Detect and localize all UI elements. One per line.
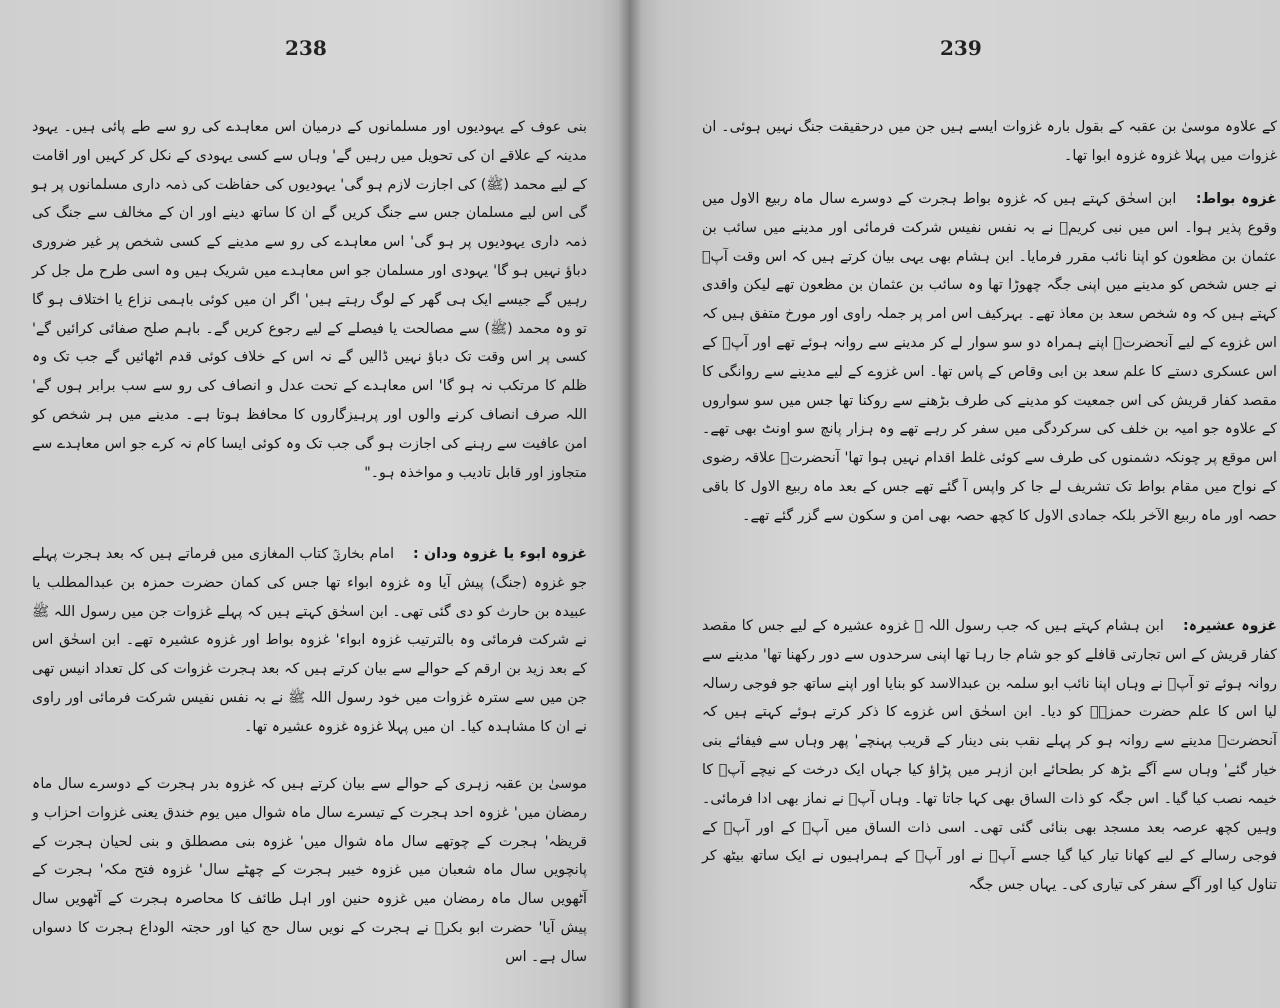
section-body [32,540,587,742]
paragraph-musa-bin-uqba [32,770,587,972]
paragraph-text: بنی عوف کے یہودیوں اور مسلمانوں کے درمیان اس معاہدے کی رو سے طے پائی ہیں۔ یہود مدینہ کے علاقے ان کی تحویل میں رہیں گے' وہاں سے کسی یہودی کے نکل کر کہیں اور اقامت کے لیے محمد (ﷺ) کی اجازت لازم ہو گی' یہودیوں کی حفاظت کی ذمہ داری مسلمانوں پر ہو گی اس لیے مسلمان جس سے جنگ کریں گے ان کا ساتھ دینے اور ان کے مخالف سے جنگ کی ذمہ داری یہودیوں پر ہو گی' اس معاہدے کی رو سے مدینے کے کسی شخص پر غیر ضروری دباؤ نہیں ہو گا' یہودی اور مسلمان جو اس معاہدے میں شریک ہیں وہ اسی طرح مل جل کر رہیں گے جیسے ایک ہی گھر کے لوگ رہتے ہیں' اگر ان میں کوئی باہمی نزاع یا اختلاف ہو گا تو وہ محمد (ﷺ) سے مصالحت یا فیصلے کے لیے رجوع کریں گے۔ باہم صلح صفائی کرائیں گے' کسی پر اس وقت تک دباؤ نہیں ڈالیں گے نہ اس کے خلاف کوئی قدم اٹھائیں گے جب تک وہ ظلم کا مرتکب نہ ہو گا' اس معاہدے کے تحت عدل و انصاف کی رو سے سب برابر ہوں گے' اللہ صرف انصاف کرنے والوں اور پرہیزگاروں کا محافظ ہوتا ہے۔ مدینے میں ہر شخص کو امن عافیت سے رہنے کی اجازت ہو گی جب تک وہ کوئی ایسا کام نہ کرے جو اس معاہدے سے متجاوز اور قابل تادیب و مواخذہ ہو۔" [32,119,587,481]
section-ghazwa-abwa [32,540,587,742]
paragraph-treaty [32,113,587,487]
right-page [630,0,1280,1008]
left-page [0,0,630,1008]
section-ghazwa-buwat [702,185,1277,531]
book-gutter-shadow [618,0,642,1008]
section-body [702,612,1277,900]
page-number: 238 [285,36,327,60]
paragraph-text: کے علاوہ موسیٰ بن عقبہ کے بقول بارہ غزوات ایسے ہیں جن میں درحقیقت جنگ نہیں ہوئی۔ ان غزوات میں پہلا غزوہ غزوہ ابوا تھا۔ [702,119,1277,164]
section-text: ابن اسحٰق کہتے ہیں کہ غزوہ بواط ہجرت کے دوسرے سال ماہ ربیع الاول میں وقوع پذیر ہوا۔ اس میں نبی کریمؐ نے بہ نفس نفیس شرکت فرمائی اور مدینے میں سائب بن عثمان بن مظعون کو اپنا نائب مقرر فرمایا۔ ابن ہشام بھی یہی بیان کرتے ہیں کہ اس وقت آپؐ نے جس شخص کو مدینے میں اپنی جگہ چھوڑا تھا وہ سائب بن عثمان بن مظعون تھے لیکن واقدی کہتے ہیں کہ وہ شخص سعد بن معاذ تھے۔ بہرکیف اس امر پر جملہ راوی اور مورخ متفق ہیں کہ اس غزوے کے لیے آنحضرتؐ اپنے ہمراہ دو سو سوار لے کر مدینے سے روانہ ہوئے تھے اور آپؐ کے اس عسکری دستے کا علم سعد بن ابی وقاص کے پاس تھا۔ اس غزوے کے لیے مدینے سے روانگی کا مقصد کفار قریش کی اس جمعیت کو مدینے کی طرف بڑھنے سے روکنا تھا جس میں سو سواروں کے علاوہ جو امیہ بن خلف کی سرکردگی میں سفر کر رہے تھے وہ ہزار پانچ سو اونٹ بھی تھے۔ اس موقع پر چونکہ دشمنوں کی طرف سے کوئی غلط اقدام نہیں ہوا تھا' آنحضرتؐ علاقہ رضوی کے نواح میں مقام بواط تک تشریف لے جا کر واپس آ گئے تھے جس کے بعد ماہ ربیع الاول کا باقی حصہ اور ماہ ربیع الآخر بلکہ جمادی الاول کا کچھ حصہ بھی امن و سکون سے گزر گئے تھے۔ [702,191,1277,524]
paragraph-continuation [702,113,1277,171]
page-number: 239 [940,36,982,60]
paragraph-text: موسیٰ بن عقبہ زہری کے حوالے سے بیان کرتے ہیں کہ غزوہ بدر ہجرت کے دوسرے سال ماہ رمضان میں' غزوہ احد ہجرت کے تیسرے سال ماہ شوال میں یوم خندق یعنی غزوات احزاب و قریظہ' ہجرت کے چوتھے سال ماہ شوال میں' غزوہ بنی مصطلق و بنی لحیان ہجرت کے پانچویں سال ماہ شعبان میں غزوہ خیبر ہجرت کے چھٹے سال' غزوہ فتح مکہ' ہجرت کے آٹھویں سال ماہ رمضان میں غزوہ حنین اور اہل طائف کا محاصرہ ہجرت کے آٹھویں سال پیش آیا' حضرت ابو بکرؓ نے ہجرت کے نویں سال حج کیا اور حجتہ الوداع ہجرت کا دسواں سال ہے۔ اس [32,776,587,965]
section-ghazwa-ushairah [702,612,1277,900]
section-heading: غزوہ ابوء یا غزوہ ودان : [412,546,587,562]
section-body [702,185,1277,531]
section-heading: غزوہ بواط: [1195,191,1277,207]
section-heading: غزوہ عشیرہ: [1183,618,1278,634]
section-text: ابن ہشام کہتے ہیں کہ جب رسول اللہ ﷺ غزوہ عشیرہ کے لیے جس کا مقصد کفار قریش کے اس تجارتی قافلے کو جو شام جا رہا تھا اپنی سرحدوں سے دور رکھنا تھا' مدینے سے روانہ ہوئے تو آپؐ نے وہاں اپنا نائب ابو سلمہ بن عبدالاسد کو بنایا اور اپنے ساتھ جو فوجی رسالہ لیا اس کا علم حضرت حمزہؓ کو دیا۔ ابن اسحٰق اس غزوے کا ذکر کرتے ہوئے کہتے ہیں کہ آنحضرتؐ مدینے سے روانہ ہو کر پہلے نقب بنی دینار کے قریب پہنچے' پھر وہاں سے فیفائے بنی خیار گئے' وہاں سے آگے بڑھ کر بطحائے ابن ازہر میں پڑاؤ کیا جہاں ایک درخت کے نیچے آپؐ کا خیمہ نصب کیا گیا۔ اس جگہ کو ذات الساق بھی کہا جاتا تھا۔ وہاں آپؐ نے نماز بھی ادا فرمائی۔ وہیں کچھ عرصہ بعد مسجد بھی بنائی گئی تھی۔ اسی ذات الساق میں آپؐ کے اور آپؐ کے فوجی رسالے کے لیے کھانا تیار کیا گیا جسے آپؐ نے اور آپؐ کے ہمراہیوں نے ایک ساتھ بیٹھ کر تناول کیا اور آگے سفر کی تیاری کی۔ یہاں جس جگہ [702,618,1277,894]
section-text: امام بخاریؒ کتاب المغازی میں فرماتے ہیں کہ بعد ہجرت پہلے جو غزوہ (جنگ) پیش آیا وہ غزوہ ابواء تھا جس کی کمان حضرت حمزہ بن عبدالمطلب یا عبیدہ بن حارث کو دی گئی تھی۔ ابن اسحٰق کہتے ہیں کہ پہلے غزوات جن میں رسول اللہ ﷺ نے شرکت فرمائی وہ بالترتیب غزوہ ابواء' غزوہ بواط اور غزوہ عشیرہ تھے۔ ابن اسحٰق اس کے بعد زید بن ارقم کے حوالے سے بیان کرتے ہیں کہ بعد ہجرت غزوات کی کل تعداد انیس تھی جن میں سے سترہ غزوات میں خود رسول اللہ ﷺ نے بہ نفس نفیس شرکت فرمائی اور راوی نے ان کا مشاہدہ کیا۔ ان میں پہلا غزوہ غزوہ عشیرہ تھا۔ [32,546,587,735]
